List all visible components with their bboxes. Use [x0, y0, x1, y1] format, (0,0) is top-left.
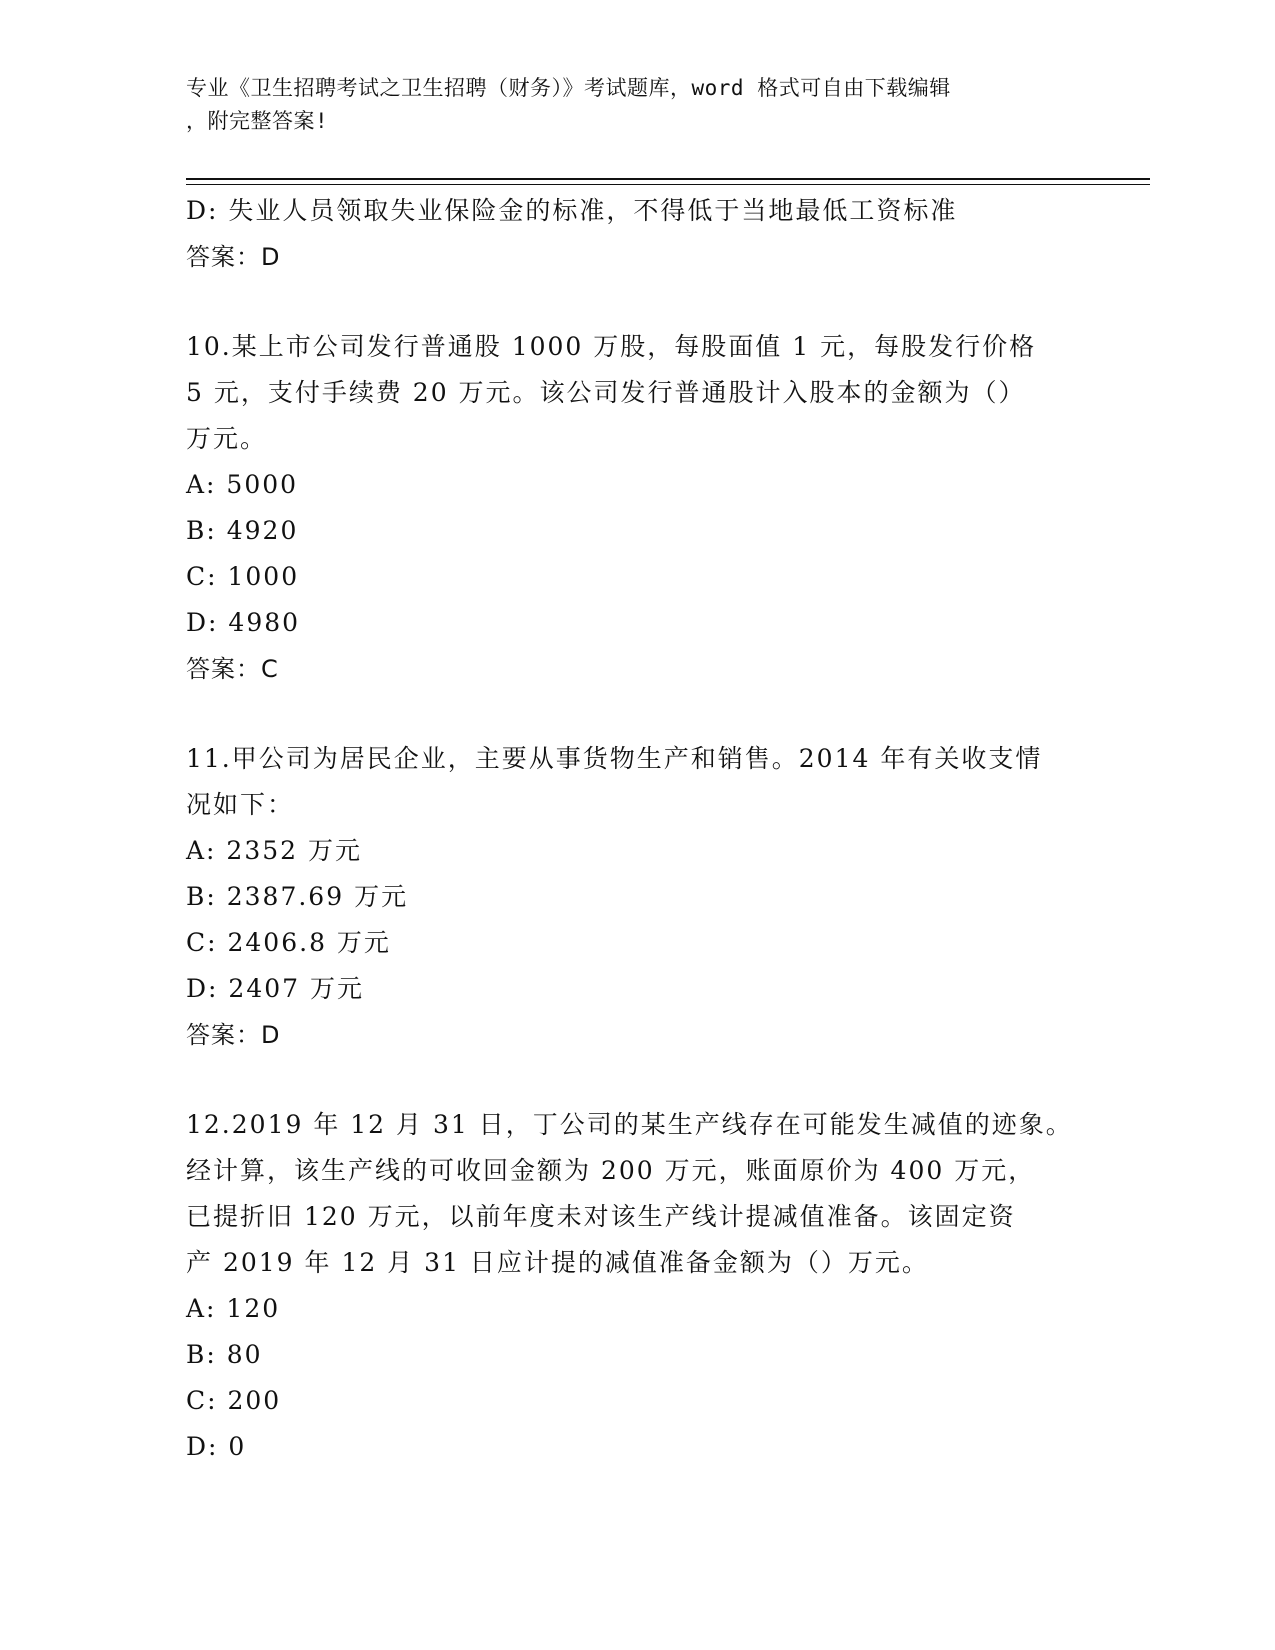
- question-11-option-d: D: 2407 万元: [186, 974, 364, 1003]
- header-line-1: 专业《卫生招聘考试之卫生招聘（财务）》考试题库，word 格式可自由下载编辑: [186, 76, 951, 100]
- question-10-option-c: C: 1000: [186, 562, 300, 591]
- question-12-line-3: 已提折旧 120 万元，以前年度未对该生产线计提减值准备。该固定资: [186, 1202, 1016, 1231]
- question-body: [186, 188, 1086, 1470]
- prev-answer: 答案：D: [186, 243, 281, 271]
- question-12-option-d: D: 0: [186, 1432, 247, 1461]
- header-rule-thin: [186, 184, 1150, 185]
- question-11-option-b: B: 2387.69 万元: [186, 882, 409, 911]
- question-12-line-4: 产 2019 年 12 月 31 日应计提的减值准备金额为（）万元。: [186, 1248, 929, 1277]
- question-10-option-a: A: 5000: [186, 470, 299, 499]
- spacer: [186, 280, 1086, 324]
- question-10-answer: 答案：C: [186, 655, 279, 683]
- question-11-option-a: A: 2352 万元: [186, 836, 362, 865]
- question-10-line-1: 10.某上市公司发行普通股 1000 万股，每股面值 1 元，每股发行价格: [186, 332, 1037, 361]
- question-10: [186, 324, 1086, 692]
- header-line-2: ，附完整答案!: [186, 109, 329, 133]
- page-header: [186, 72, 1066, 138]
- question-11-line-1: 11.甲公司为居民企业，主要从事货物生产和销售。2014 年有关收支情: [186, 744, 1043, 773]
- question-12-line-1: 12.2019 年 12 月 31 日，丁公司的某生产线存在可能发生减值的迹象。: [186, 1110, 1073, 1139]
- question-10-line-3: 万元。: [186, 424, 268, 453]
- spacer: [186, 692, 1086, 736]
- spacer: [186, 1058, 1086, 1102]
- header-rule-thick: [186, 178, 1150, 180]
- question-12-line-2: 经计算，该生产线的可收回金额为 200 万元，账面原价为 400 万元，: [186, 1156, 1036, 1185]
- prev-option-d: D: 失业人员领取失业保险金的标准，不得低于当地最低工资标准: [186, 196, 958, 225]
- question-12-option-b: B: 80: [186, 1340, 263, 1369]
- question-11-line-2: 况如下：: [186, 790, 295, 819]
- question-10-line-2: 5 元，支付手续费 20 万元。该公司发行普通股计入股本的金额为（）: [186, 378, 1026, 407]
- question-12-option-a: A: 120: [186, 1294, 281, 1323]
- question-12-option-c: C: 200: [186, 1386, 282, 1415]
- question-11-option-c: C: 2406.8 万元: [186, 928, 391, 957]
- question-11: [186, 736, 1086, 1058]
- question-11-answer: 答案：D: [186, 1021, 281, 1049]
- question-10-option-d: D: 4980: [186, 608, 301, 637]
- question-12: [186, 1102, 1086, 1470]
- question-10-option-b: B: 4920: [186, 516, 299, 545]
